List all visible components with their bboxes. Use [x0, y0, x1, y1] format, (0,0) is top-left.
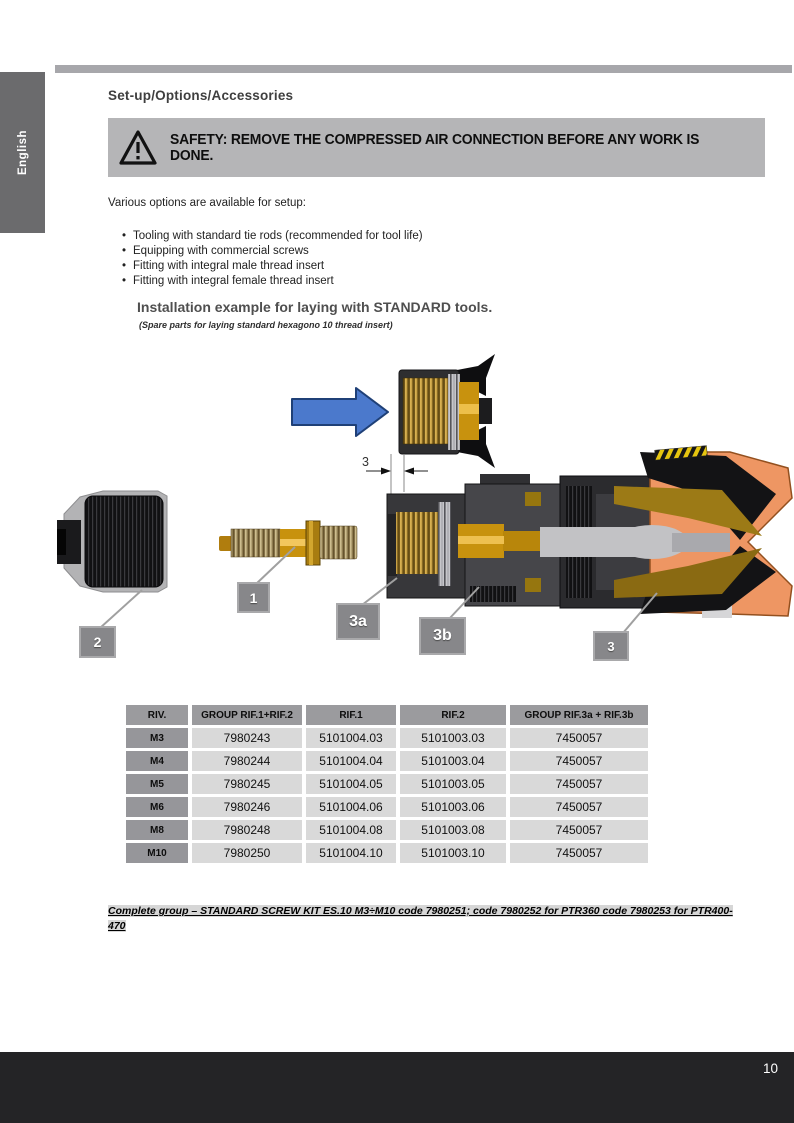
- row-header-cell: M10: [126, 843, 188, 863]
- screw-part: [219, 521, 357, 565]
- table-cell: 7450057: [510, 774, 648, 794]
- callout-3: 3: [593, 631, 629, 661]
- options-list: [122, 229, 423, 289]
- page-title: Set-up/Options/Accessories: [108, 88, 294, 103]
- table-cell: 7980248: [192, 820, 302, 840]
- table-cell: 7980245: [192, 774, 302, 794]
- table-row: [126, 797, 648, 817]
- table-cell: 7450057: [510, 820, 648, 840]
- table-cell: 7450057: [510, 728, 648, 748]
- table-cell: 7980246: [192, 797, 302, 817]
- direction-arrow: [292, 388, 388, 436]
- column-header: RIF.1: [306, 705, 396, 725]
- table-cell: 5101003.04: [400, 751, 506, 771]
- footer-bar: [0, 1052, 794, 1123]
- column-header: RIV.: [126, 705, 188, 725]
- row-header-cell: M5: [126, 774, 188, 794]
- table-cell: 5101004.08: [306, 820, 396, 840]
- page-number: 10: [762, 1061, 778, 1076]
- table-cell: 7450057: [510, 751, 648, 771]
- table-cell: 7450057: [510, 797, 648, 817]
- complete-group-note: [108, 903, 733, 933]
- table-cell: 5101004.10: [306, 843, 396, 863]
- row-header-cell: M4: [126, 751, 188, 771]
- row-header-cell: M6: [126, 797, 188, 817]
- warning-triangle-icon: [118, 129, 158, 167]
- table-row: [126, 774, 648, 794]
- assembly-part: [387, 446, 792, 618]
- language-tab-label: English: [16, 129, 29, 176]
- row-header-cell: M8: [126, 820, 188, 840]
- table-row: [126, 728, 648, 748]
- parts-table-body: [126, 728, 648, 863]
- list-item: • Fitting with integral female thread insert: [122, 274, 423, 289]
- example-subnote: (Spare parts for laying standard hexagono 10 thread insert): [139, 320, 393, 330]
- diagram-illustration: [0, 350, 794, 690]
- parts-table: [122, 702, 652, 866]
- safety-banner: [108, 118, 765, 177]
- column-header: RIF.2: [400, 705, 506, 725]
- column-header: GROUP RIF.3a + RIF.3b: [510, 705, 648, 725]
- list-item: • Fitting with integral male thread insert: [122, 259, 423, 274]
- table-cell: 7980244: [192, 751, 302, 771]
- table-cell: 5101004.06: [306, 797, 396, 817]
- table-cell: 7450057: [510, 843, 648, 863]
- top-divider-bar: [55, 65, 792, 73]
- table-cell: 5101004.04: [306, 751, 396, 771]
- callout-2: 2: [79, 626, 116, 658]
- example-heading: Installation example for laying with STANDARD tools.: [137, 299, 493, 315]
- table-cell: 5101004.03: [306, 728, 396, 748]
- table-row: [126, 843, 648, 863]
- table-row: [126, 820, 648, 840]
- intro-text: Various options are available for setup:: [108, 197, 306, 209]
- table-cell: 5101003.08: [400, 820, 506, 840]
- insert-part: [399, 354, 495, 468]
- cap-part: [57, 491, 167, 592]
- language-tab[interactable]: [0, 72, 45, 233]
- column-header: GROUP RIF.1+RIF.2: [192, 705, 302, 725]
- safety-banner-text: SAFETY: REMOVE THE COMPRESSED AIR CONNECTION BEFORE ANY WORK IS DONE.: [170, 131, 700, 164]
- table-cell: 5101003.06: [400, 797, 506, 817]
- table-row: [126, 751, 648, 771]
- table-cell: 7980243: [192, 728, 302, 748]
- complete-group-note-text: Complete group – STANDARD SCREW KIT ES.10 M3÷M10 code 7980251; code 7980252 for PTR360 code 7980253 for PTR400-470: [108, 905, 733, 932]
- table-cell: 5101003.10: [400, 843, 506, 863]
- callout-1: 1: [237, 582, 270, 613]
- dimension-label: 3: [362, 455, 369, 469]
- callout-3b: 3b: [419, 617, 466, 655]
- table-cell: 5101003.05: [400, 774, 506, 794]
- list-item: • Tooling with standard tie rods (recommended for tool life): [122, 229, 423, 244]
- exploded-view-diagram: [0, 350, 794, 690]
- table-cell: 7980250: [192, 843, 302, 863]
- callout-3a: 3a: [336, 603, 380, 640]
- table-cell: 5101004.05: [306, 774, 396, 794]
- table-header-row: [126, 705, 648, 725]
- list-item: • Equipping with commercial screws: [122, 244, 423, 259]
- row-header-cell: M3: [126, 728, 188, 748]
- table-cell: 5101003.03: [400, 728, 506, 748]
